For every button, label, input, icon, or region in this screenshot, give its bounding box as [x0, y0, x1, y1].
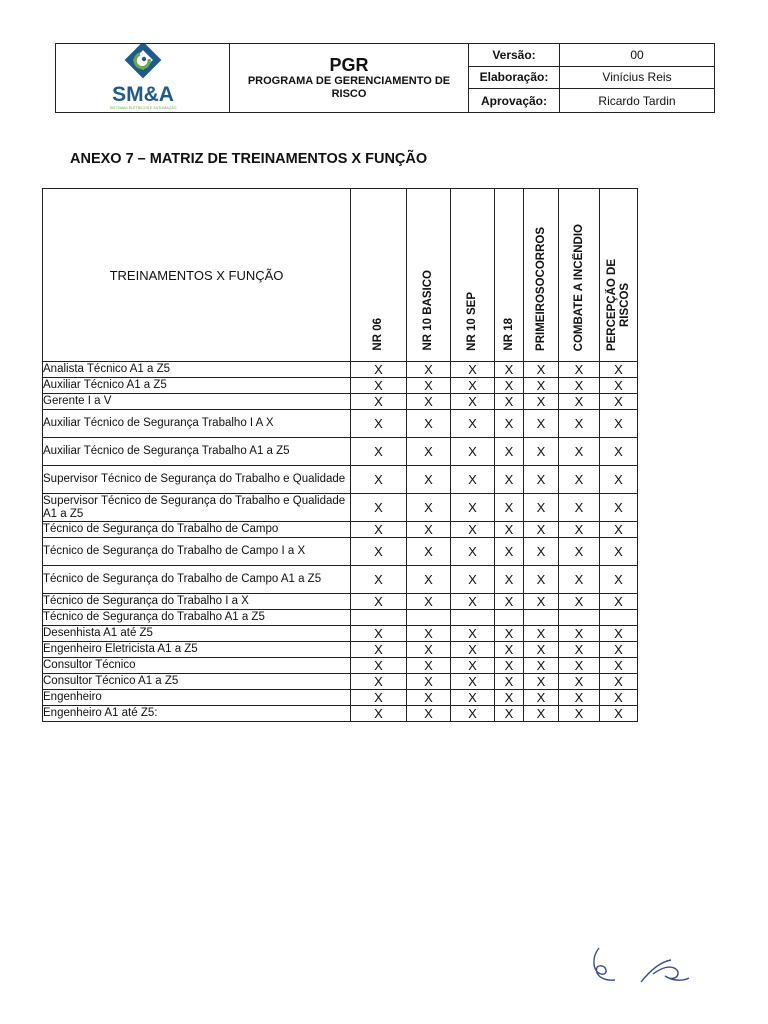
training-mark-cell: X [451, 522, 495, 538]
training-mark-cell: X [559, 438, 600, 466]
training-mark-cell: X [351, 674, 407, 690]
job-function-cell: Técnico de Segurança do Trabalho de Campo A1 a Z5 [43, 566, 351, 594]
training-column-label-line2: RISCOS [618, 282, 631, 328]
training-mark-cell: X [407, 378, 451, 394]
training-column-label [535, 227, 548, 351]
training-mark-cell: X [451, 438, 495, 466]
table-row [43, 626, 638, 642]
table-row [43, 610, 638, 626]
training-mark-cell: X [451, 378, 495, 394]
training-mark-cell: X [559, 658, 600, 674]
training-mark-cell: X [407, 626, 451, 642]
training-mark-cell: X [407, 674, 451, 690]
training-column-header [559, 189, 600, 362]
company-logo [56, 44, 230, 112]
training-mark-cell: X [524, 594, 559, 610]
job-function-cell: Analista Técnico A1 a Z5 [43, 362, 351, 378]
training-mark-cell: X [600, 466, 638, 494]
training-mark-cell: X [524, 566, 559, 594]
author-label: Elaboração: [469, 67, 560, 90]
training-mark-cell: X [559, 706, 600, 722]
training-mark-cell: X [451, 674, 495, 690]
training-mark-cell: X [495, 626, 524, 642]
training-column-label [422, 270, 435, 351]
training-mark-cell: X [559, 410, 600, 438]
training-mark-cell: X [451, 594, 495, 610]
training-mark-cell: X [495, 690, 524, 706]
training-mark-cell: X [600, 362, 638, 378]
training-mark-cell: X [600, 522, 638, 538]
logo-tagline: SISTEMAS ELÉTRICOS E AUTOMAÇÃO [109, 106, 177, 110]
training-mark-cell: X [495, 362, 524, 378]
training-mark-cell: X [495, 566, 524, 594]
training-mark-cell: X [351, 362, 407, 378]
training-mark-cell: X [559, 642, 600, 658]
training-mark-cell: X [451, 642, 495, 658]
training-mark-cell: X [559, 466, 600, 494]
training-mark-cell: X [495, 494, 524, 522]
training-mark-cell: X [559, 538, 600, 566]
table-row [43, 690, 638, 706]
training-column-header [600, 189, 638, 362]
training-mark-cell: X [407, 394, 451, 410]
training-column-label-line1: PRIMEIROSOCORROS [534, 227, 547, 351]
training-mark-cell: X [495, 522, 524, 538]
training-mark-cell: X [559, 674, 600, 690]
training-mark-cell: X [524, 494, 559, 522]
training-mark-cell: X [600, 642, 638, 658]
training-mark-cell: X [351, 706, 407, 722]
training-mark-cell: X [351, 438, 407, 466]
training-mark-cell: X [524, 378, 559, 394]
training-mark-cell: X [600, 378, 638, 394]
version-value: 00 [560, 44, 714, 67]
training-mark-cell: X [600, 566, 638, 594]
document-title-block [230, 44, 469, 112]
training-mark-cell: X [600, 410, 638, 438]
training-column-label-line1: NR 06 [372, 318, 384, 351]
training-mark-cell: X [351, 538, 407, 566]
training-mark-cell: X [351, 494, 407, 522]
table-row [43, 706, 638, 722]
training-mark-cell: X [495, 538, 524, 566]
job-function-cell: Desenhista A1 até Z5 [43, 626, 351, 642]
training-mark-cell: X [351, 690, 407, 706]
training-column-label [503, 318, 516, 351]
job-function-cell: Auxiliar Técnico de Segurança Trabalho I A X [43, 410, 351, 438]
training-mark-cell: X [495, 642, 524, 658]
training-column-label-line1: NR 10 BASICO [422, 270, 434, 351]
job-function-cell: Engenheiro A1 até Z5: [43, 706, 351, 722]
training-mark-cell: X [559, 394, 600, 410]
table-row [43, 410, 638, 438]
training-column-header [351, 189, 407, 362]
job-function-cell: Supervisor Técnico de Segurança do Trabalho e Qualidade A1 a Z5 [43, 494, 351, 522]
training-mark-cell: X [524, 410, 559, 438]
training-column-label [372, 318, 385, 351]
approver-value: Ricardo Tardin [598, 93, 676, 108]
training-mark-cell: X [559, 378, 600, 394]
training-mark-cell: X [407, 494, 451, 522]
version-label: Versão: [469, 44, 560, 67]
job-function-cell: Consultor Técnico A1 a Z5 [43, 674, 351, 690]
author-value: Vinícius Reis [560, 67, 714, 90]
training-mark-cell: X [451, 394, 495, 410]
training-mark-cell: X [524, 438, 559, 466]
training-mark-cell [559, 610, 600, 626]
training-mark-cell: X [495, 706, 524, 722]
training-matrix-table [42, 188, 638, 722]
training-mark-cell: X [351, 466, 407, 494]
training-mark-cell: X [451, 538, 495, 566]
table-row [43, 566, 638, 594]
training-mark-cell: X [524, 538, 559, 566]
training-mark-cell [451, 610, 495, 626]
training-mark-cell: X [559, 626, 600, 642]
training-mark-cell: X [524, 394, 559, 410]
training-mark-cell: X [351, 394, 407, 410]
matrix-corner-label: TREINAMENTOS X FUNÇÃO [43, 189, 351, 362]
document-subtitle-line1: PROGRAMA DE GERENCIAMENTO DE [247, 75, 451, 87]
training-mark-cell: X [407, 690, 451, 706]
training-column-header [451, 189, 495, 362]
training-mark-cell: X [351, 642, 407, 658]
training-mark-cell: X [524, 522, 559, 538]
training-mark-cell: X [559, 522, 600, 538]
matrix-header-row [43, 189, 638, 362]
training-mark-cell: X [524, 362, 559, 378]
signature-1 [594, 948, 615, 980]
training-mark-cell: X [407, 594, 451, 610]
table-row [43, 642, 638, 658]
signatures [585, 940, 695, 997]
training-mark-cell: X [451, 626, 495, 642]
training-column-label-line1: NR 18 [502, 318, 515, 351]
document-title: PGR [329, 55, 369, 75]
training-mark-cell: X [600, 626, 638, 642]
training-mark-cell [407, 610, 451, 626]
training-mark-cell: X [559, 594, 600, 610]
job-function-cell: Técnico de Segurança do Trabalho I a X [43, 594, 351, 610]
training-mark-cell: X [351, 594, 407, 610]
table-row [43, 538, 638, 566]
table-row [43, 378, 638, 394]
signature-2 [641, 960, 689, 982]
training-mark-cell: X [407, 466, 451, 494]
table-row [43, 494, 638, 522]
training-mark-cell: X [407, 566, 451, 594]
training-mark-cell: X [600, 706, 638, 722]
training-mark-cell: X [495, 466, 524, 494]
job-function-cell: Técnico de Segurança do Trabalho A1 a Z5 [43, 610, 351, 626]
training-mark-cell: X [351, 522, 407, 538]
training-mark-cell: X [407, 522, 451, 538]
training-mark-cell: X [407, 438, 451, 466]
training-mark-cell: X [600, 594, 638, 610]
approver-label: Aprovação: [469, 89, 560, 112]
training-mark-cell [524, 610, 559, 626]
training-column-label [606, 259, 632, 351]
training-mark-cell: X [600, 438, 638, 466]
training-mark-cell: X [600, 538, 638, 566]
table-row [43, 658, 638, 674]
training-mark-cell: X [600, 394, 638, 410]
table-row [43, 438, 638, 466]
training-mark-cell: X [351, 626, 407, 642]
training-mark-cell: X [495, 594, 524, 610]
table-row [43, 394, 638, 410]
training-mark-cell: X [451, 362, 495, 378]
document-subtitle-line2: RISCO [331, 88, 367, 100]
sma-logo-icon [56, 44, 229, 112]
job-function-cell: Auxiliar Técnico de Segurança Trabalho A1 a Z5 [43, 438, 351, 466]
training-column-label-line1: NR 10 SEP [466, 292, 478, 351]
training-mark-cell: X [351, 410, 407, 438]
training-mark-cell: X [524, 466, 559, 494]
table-row [43, 466, 638, 494]
job-function-cell: Engenheiro Eletricista A1 a Z5 [43, 642, 351, 658]
training-mark-cell: X [524, 658, 559, 674]
job-function-cell: Consultor Técnico [43, 658, 351, 674]
training-column-label-line1: PERCEPÇÃO DE [605, 258, 618, 351]
handwritten-signatures [585, 940, 695, 992]
training-column-header [524, 189, 559, 362]
document-header [55, 43, 715, 113]
logo-wordmark: SM&A [112, 83, 174, 106]
training-mark-cell [351, 610, 407, 626]
job-function-cell: Supervisor Técnico de Segurança do Trabalho e Qualidade [43, 466, 351, 494]
training-mark-cell: X [495, 674, 524, 690]
training-mark-cell: X [351, 658, 407, 674]
document-meta [469, 44, 714, 112]
training-mark-cell: X [524, 690, 559, 706]
training-mark-cell: X [495, 658, 524, 674]
training-mark-cell: X [407, 658, 451, 674]
training-mark-cell [495, 610, 524, 626]
training-mark-cell: X [451, 410, 495, 438]
section-title: ANEXO 7 – MATRIZ DE TREINAMENTOS X FUNÇÃO [70, 151, 428, 167]
job-function-cell: Técnico de Segurança do Trabalho de Campo [43, 522, 351, 538]
training-mark-cell: X [407, 642, 451, 658]
training-mark-cell: X [524, 642, 559, 658]
training-mark-cell: X [600, 674, 638, 690]
training-mark-cell: X [600, 658, 638, 674]
training-mark-cell: X [351, 566, 407, 594]
table-row [43, 362, 638, 378]
matrix-body [43, 362, 638, 722]
training-column-header [495, 189, 524, 362]
training-mark-cell: X [559, 362, 600, 378]
training-mark-cell: X [600, 690, 638, 706]
job-function-cell: Técnico de Segurança do Trabalho de Campo I a X [43, 538, 351, 566]
training-mark-cell: X [407, 706, 451, 722]
training-mark-cell: X [495, 394, 524, 410]
training-mark-cell: X [451, 466, 495, 494]
training-mark-cell: X [407, 538, 451, 566]
training-mark-cell: X [495, 410, 524, 438]
training-mark-cell: X [495, 438, 524, 466]
job-function-cell: Gerente I a V [43, 394, 351, 410]
training-column-label [466, 292, 479, 351]
training-mark-cell: X [524, 626, 559, 642]
training-column-label [573, 224, 586, 351]
training-mark-cell: X [524, 706, 559, 722]
training-mark-cell: X [407, 362, 451, 378]
training-column-header [407, 189, 451, 362]
training-mark-cell: X [524, 674, 559, 690]
training-mark-cell: X [451, 690, 495, 706]
training-mark-cell: X [559, 494, 600, 522]
table-row [43, 522, 638, 538]
training-mark-cell: X [451, 566, 495, 594]
table-row [43, 674, 638, 690]
table-row [43, 594, 638, 610]
training-mark-cell: X [495, 378, 524, 394]
training-mark-cell: X [451, 658, 495, 674]
training-mark-cell: X [559, 566, 600, 594]
training-mark-cell [600, 610, 638, 626]
training-mark-cell: X [451, 494, 495, 522]
job-function-cell: Engenheiro [43, 690, 351, 706]
training-mark-cell: X [351, 378, 407, 394]
training-mark-cell: X [451, 706, 495, 722]
training-mark-cell: X [407, 410, 451, 438]
job-function-cell: Auxiliar Técnico A1 a Z5 [43, 378, 351, 394]
training-mark-cell: X [559, 690, 600, 706]
training-column-label-line1: COMBATE A INCÊNDIO [572, 223, 585, 351]
training-mark-cell: X [600, 494, 638, 522]
